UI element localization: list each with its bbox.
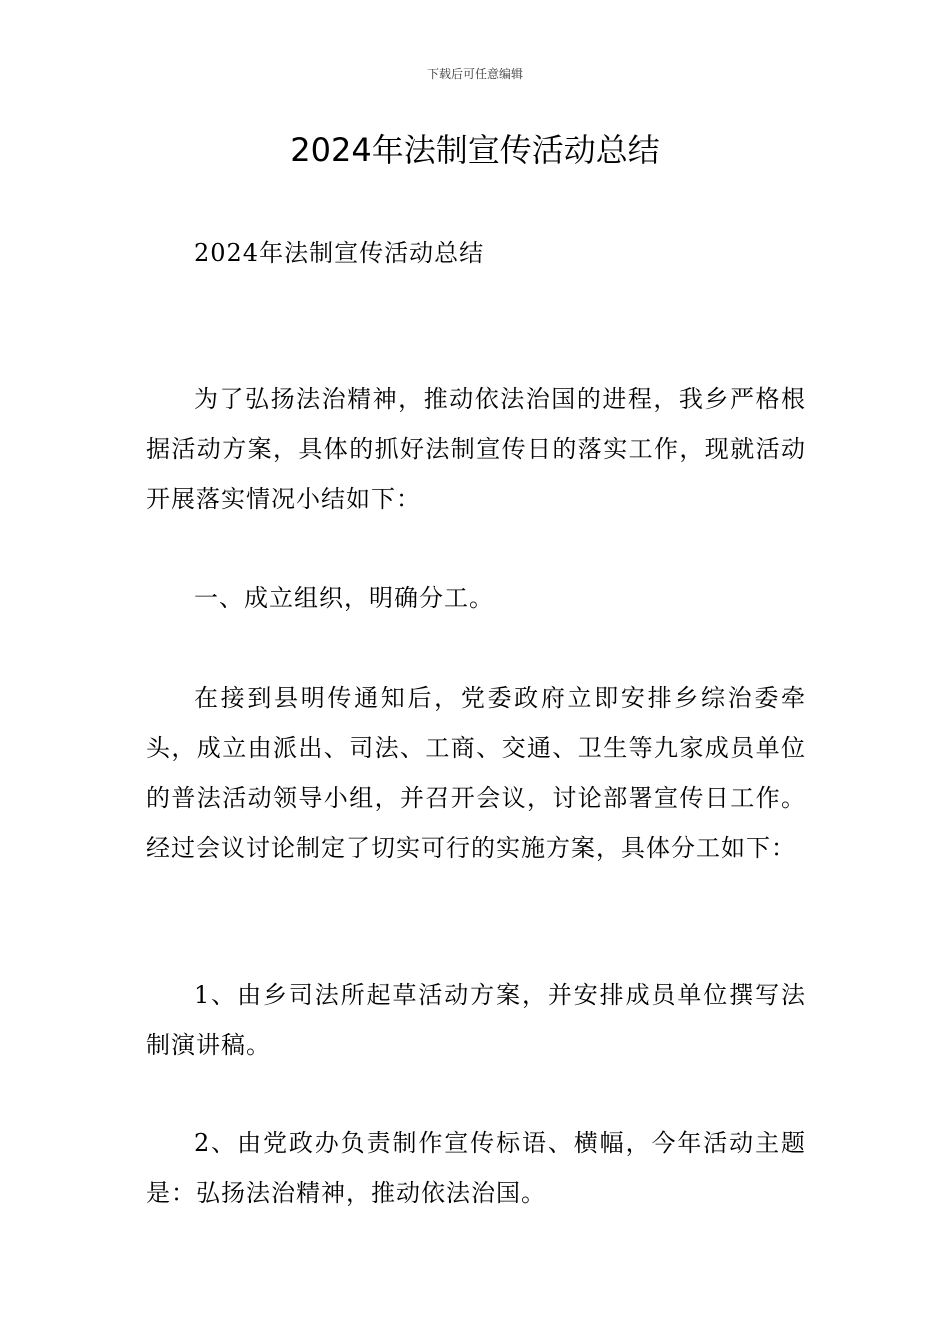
list-item — [146, 1118, 806, 1218]
intro-paragraph-text: 为了弘扬法治精神，推动依法治国的进程，我乡严格根据活动方案，具体的抓好法制宣传日的落实工作，现就活动开展落实情况小结如下： — [146, 385, 806, 513]
document-subtitle — [146, 228, 806, 278]
header-note: 下载后可任意编辑 — [426, 67, 523, 81]
subtitle-text: 2024年法制宣传活动总结 — [194, 239, 485, 267]
list-item-text: 1、由乡司法所起草活动方案，并安排成员单位撰写法制演讲稿。 — [146, 981, 806, 1059]
section-heading-text: 一、成立组织，明确分工。 — [194, 584, 494, 612]
organization-paragraph-text: 在接到县明传通知后，党委政府立即安排乡综治委牵头，成立由派出、司法、工商、交通、卫生等九家成员单位的普法活动领导小组，并召开会议，讨论部署宣传日工作。经过会议讨论制定了切实可行的实施方案，具体分工如下： — [146, 684, 806, 862]
document-title: 2024年法制宣传活动总结 — [290, 131, 660, 169]
list-item — [146, 970, 806, 1070]
organization-paragraph — [146, 673, 806, 873]
list-item-text: 2、由党政办负责制作宣传标语、横幅，今年活动主题是：弘扬法治精神，推动依法治国。 — [146, 1129, 806, 1207]
section-heading — [146, 573, 806, 623]
intro-paragraph — [146, 374, 806, 524]
